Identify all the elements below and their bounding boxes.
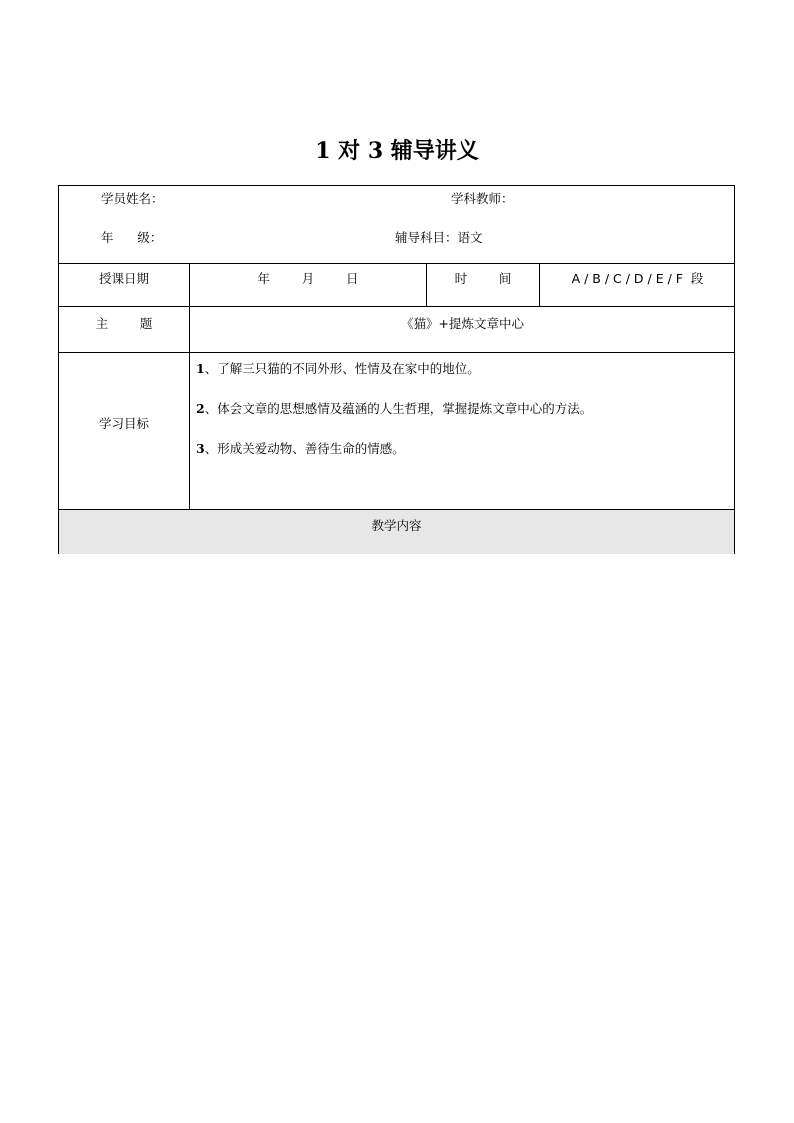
lesson-info-table [58, 185, 735, 554]
student-name-label: 学员姓名： [101, 191, 164, 206]
row-divider [59, 306, 734, 307]
teaching-content-label: 教学内容 [371, 518, 422, 533]
date-label: 授课日期 [98, 271, 149, 286]
row-divider [59, 352, 734, 353]
topic-label: 主 题 [95, 316, 153, 331]
time-value: A / B / C / D / E / F 段 [571, 271, 704, 286]
row-divider [59, 263, 734, 264]
grade-label: 年 级： [101, 230, 163, 245]
label-column-divider [189, 263, 190, 509]
subject-label: 辅导科目：语文 [395, 230, 483, 245]
topic-value: 《猫》+提炼文章中心 [401, 316, 524, 331]
date-value: 年 月 日 [257, 271, 359, 286]
teaching-content-header [59, 510, 734, 554]
page-title: 1 对 3 辅导讲义 [315, 138, 479, 164]
goals-label: 学习目标 [98, 416, 149, 431]
goal-item: 1、了解三只猫的不同外形、性情及在家中的地位。 [196, 361, 480, 376]
time-label: 时 间 [454, 271, 512, 286]
goal-item: 2、体会文章的思想感情及蕴涵的人生哲理，掌握提炼文章中心的方法。 [196, 401, 593, 416]
teacher-label: 学科教师： [451, 191, 514, 206]
goal-item: 3、形成关爱动物、善待生命的情感。 [196, 441, 405, 456]
